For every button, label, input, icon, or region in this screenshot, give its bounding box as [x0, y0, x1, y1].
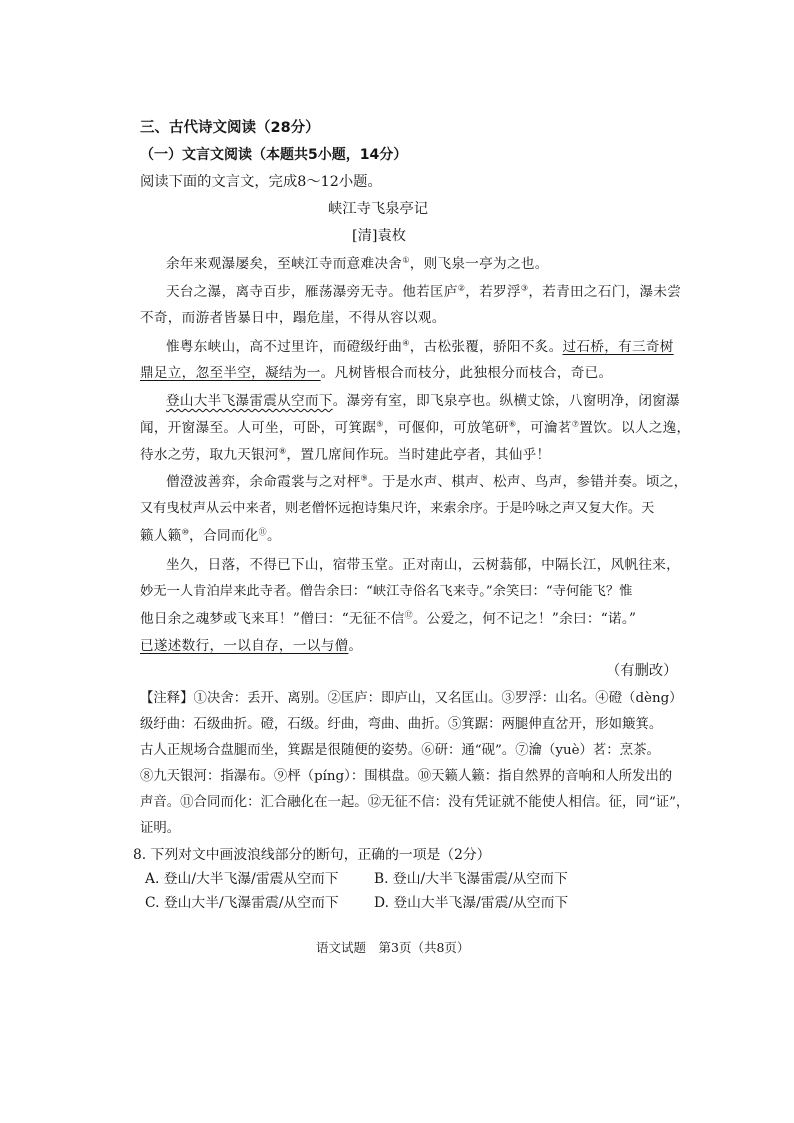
- option-b[interactable]: B. 登山/大半飞瀑雷震/从空而下: [374, 871, 568, 887]
- passage-title: 峡江寺飞泉亭记: [328, 201, 429, 217]
- passage-paragraph-4-line-3: 待水之劳，取九天银河⑧，置几席间作玩。当时建此亭者，其仙乎！: [140, 446, 551, 463]
- source-note: （有删改）: [606, 663, 678, 679]
- notes-line-4: ⑧九天银河：指瀑布。⑨枰（píng）：围棋盘。⑩天籁人籁：指自然界的音响和人所发出的: [140, 769, 673, 784]
- option-d[interactable]: D. 登山大半飞瀑/雷震/从空而下: [374, 895, 569, 911]
- passage-paragraph-5-line-3: 籁人籁⑩，合同而化⑪。: [140, 527, 281, 544]
- underlined-sentence-2: 已遂述数行，一以自存，一以与僧: [140, 638, 349, 654]
- passage-paragraph-2: 天台之瀑，离寺百步，雁荡瀑旁无寺。他若匡庐②，若罗浮③，若青田之石门，瀑未尝: [166, 283, 682, 300]
- passage-paragraph-4: 登山大半飞瀑雷震从空而下。瀑旁有室，即飞泉亭也。纵横丈馀，八窗明净，闭窗瀑: [166, 393, 681, 409]
- section-title: 三、古代诗文阅读（28分）: [140, 120, 320, 136]
- passage-paragraph-6-line-2: 妙无一人肯泊岸来此寺者。僧告余曰：“峡江寺俗名飞来寺。”余笑曰：“寺何能飞？惟: [140, 584, 633, 599]
- page-footer: 语文试题 第3页（共8页）: [316, 940, 470, 955]
- option-a[interactable]: A. 登山/大半飞瀑/雷震从空而下: [145, 871, 339, 887]
- passage-paragraph-6-line-4: 已遂述数行，一以自存，一以与僧。: [140, 638, 363, 654]
- notes-line-3: 古人正规场合盘腿而坐，箕踞是很随便的姿势。⑥研：通“砚”。⑦瀹（yuè）茗：烹茶。: [140, 743, 660, 758]
- notes-line-5: 声音。⑪合同而化：汇合融化在一起。⑫无征不信：没有凭证就不能使人相信。征，同“证”，: [140, 795, 690, 810]
- passage-paragraph-6-line-3: 他日余之魂梦或飞来耳！”僧曰：“无征不信⑫。公爱之，何不记之！”余曰：“诺。”: [140, 610, 637, 627]
- passage-paragraph-3: 惟粤东峡山，高不过里许，而磴级纡曲④，古松张覆，骄阳不炙。过石桥，有三奇树: [166, 338, 674, 355]
- notes-line-1: 【注释】①决舍：丢开、离别。②匡庐：即庐山，又名匡山。③罗浮：山名。④磴（dèng）: [140, 691, 683, 706]
- notes-line-6: 证明。: [140, 821, 181, 836]
- passage-paragraph-4-line-2: 闻，开窗瀑至。人可坐，可卧，可箕踞⑤，可偃仰，可放笔研⑥，可瀹茗⑦置饮。以人之逸，: [140, 419, 691, 436]
- passage-paragraph-3-line-2: 鼎足立，忽至半空，凝结为一。凡树皆根合而枝分，此独根分而枝合，奇已。: [140, 365, 613, 381]
- underlined-sentence-end: 鼎足立，忽至半空，凝结为一: [140, 365, 321, 381]
- passage-paragraph-2-line-2: 不奇，而游者皆暴日中，蹋危崖，不得从容以观。: [140, 310, 446, 326]
- underlined-sentence: 过石桥，有三奇树: [562, 339, 674, 355]
- passage-paragraph-5: 僧澄波善弈，余命霞裳与之对枰⑨。于是水声、棋声、松声、鸟声，参错并奏。顷之，: [166, 473, 688, 490]
- wavy-underlined-phrase: 登山大半飞瀑雷震从空而下: [166, 393, 333, 409]
- passage-paragraph-1: 余年来观瀑屡矣，至峡江寺而意难决舍①，则飞泉一亭为之也。: [166, 255, 549, 272]
- notes-line-2: 级纡曲：石级曲折。磴，石级。纡曲，弯曲、曲折。⑤箕踞：两腿伸直岔开，形如簸箕。: [140, 717, 663, 732]
- instruction: 阅读下面的文言文，完成8～12小题。: [140, 174, 382, 190]
- section-subtitle: （一）文言文阅读（本题共5小题，14分）: [140, 147, 408, 163]
- passage-paragraph-6: 坐久，日落，不得已下山，宿带玉堂。正对南山，云树蓊郁，中隔长江，风帆往来，: [166, 557, 681, 573]
- question-stem: 8. 下列对文中画波浪线部分的断句，正确的一项是（2分）: [133, 847, 491, 863]
- option-c[interactable]: C. 登山大半/飞瀑雷震/从空而下: [145, 895, 339, 911]
- passage-author: [清]袁枚: [352, 228, 407, 244]
- passage-paragraph-5-line-2: 又有曳杖声从云中来者，则老僧怀远抱诗集尺许，来索余序。于是吟咏之声又复大作。天: [140, 501, 655, 516]
